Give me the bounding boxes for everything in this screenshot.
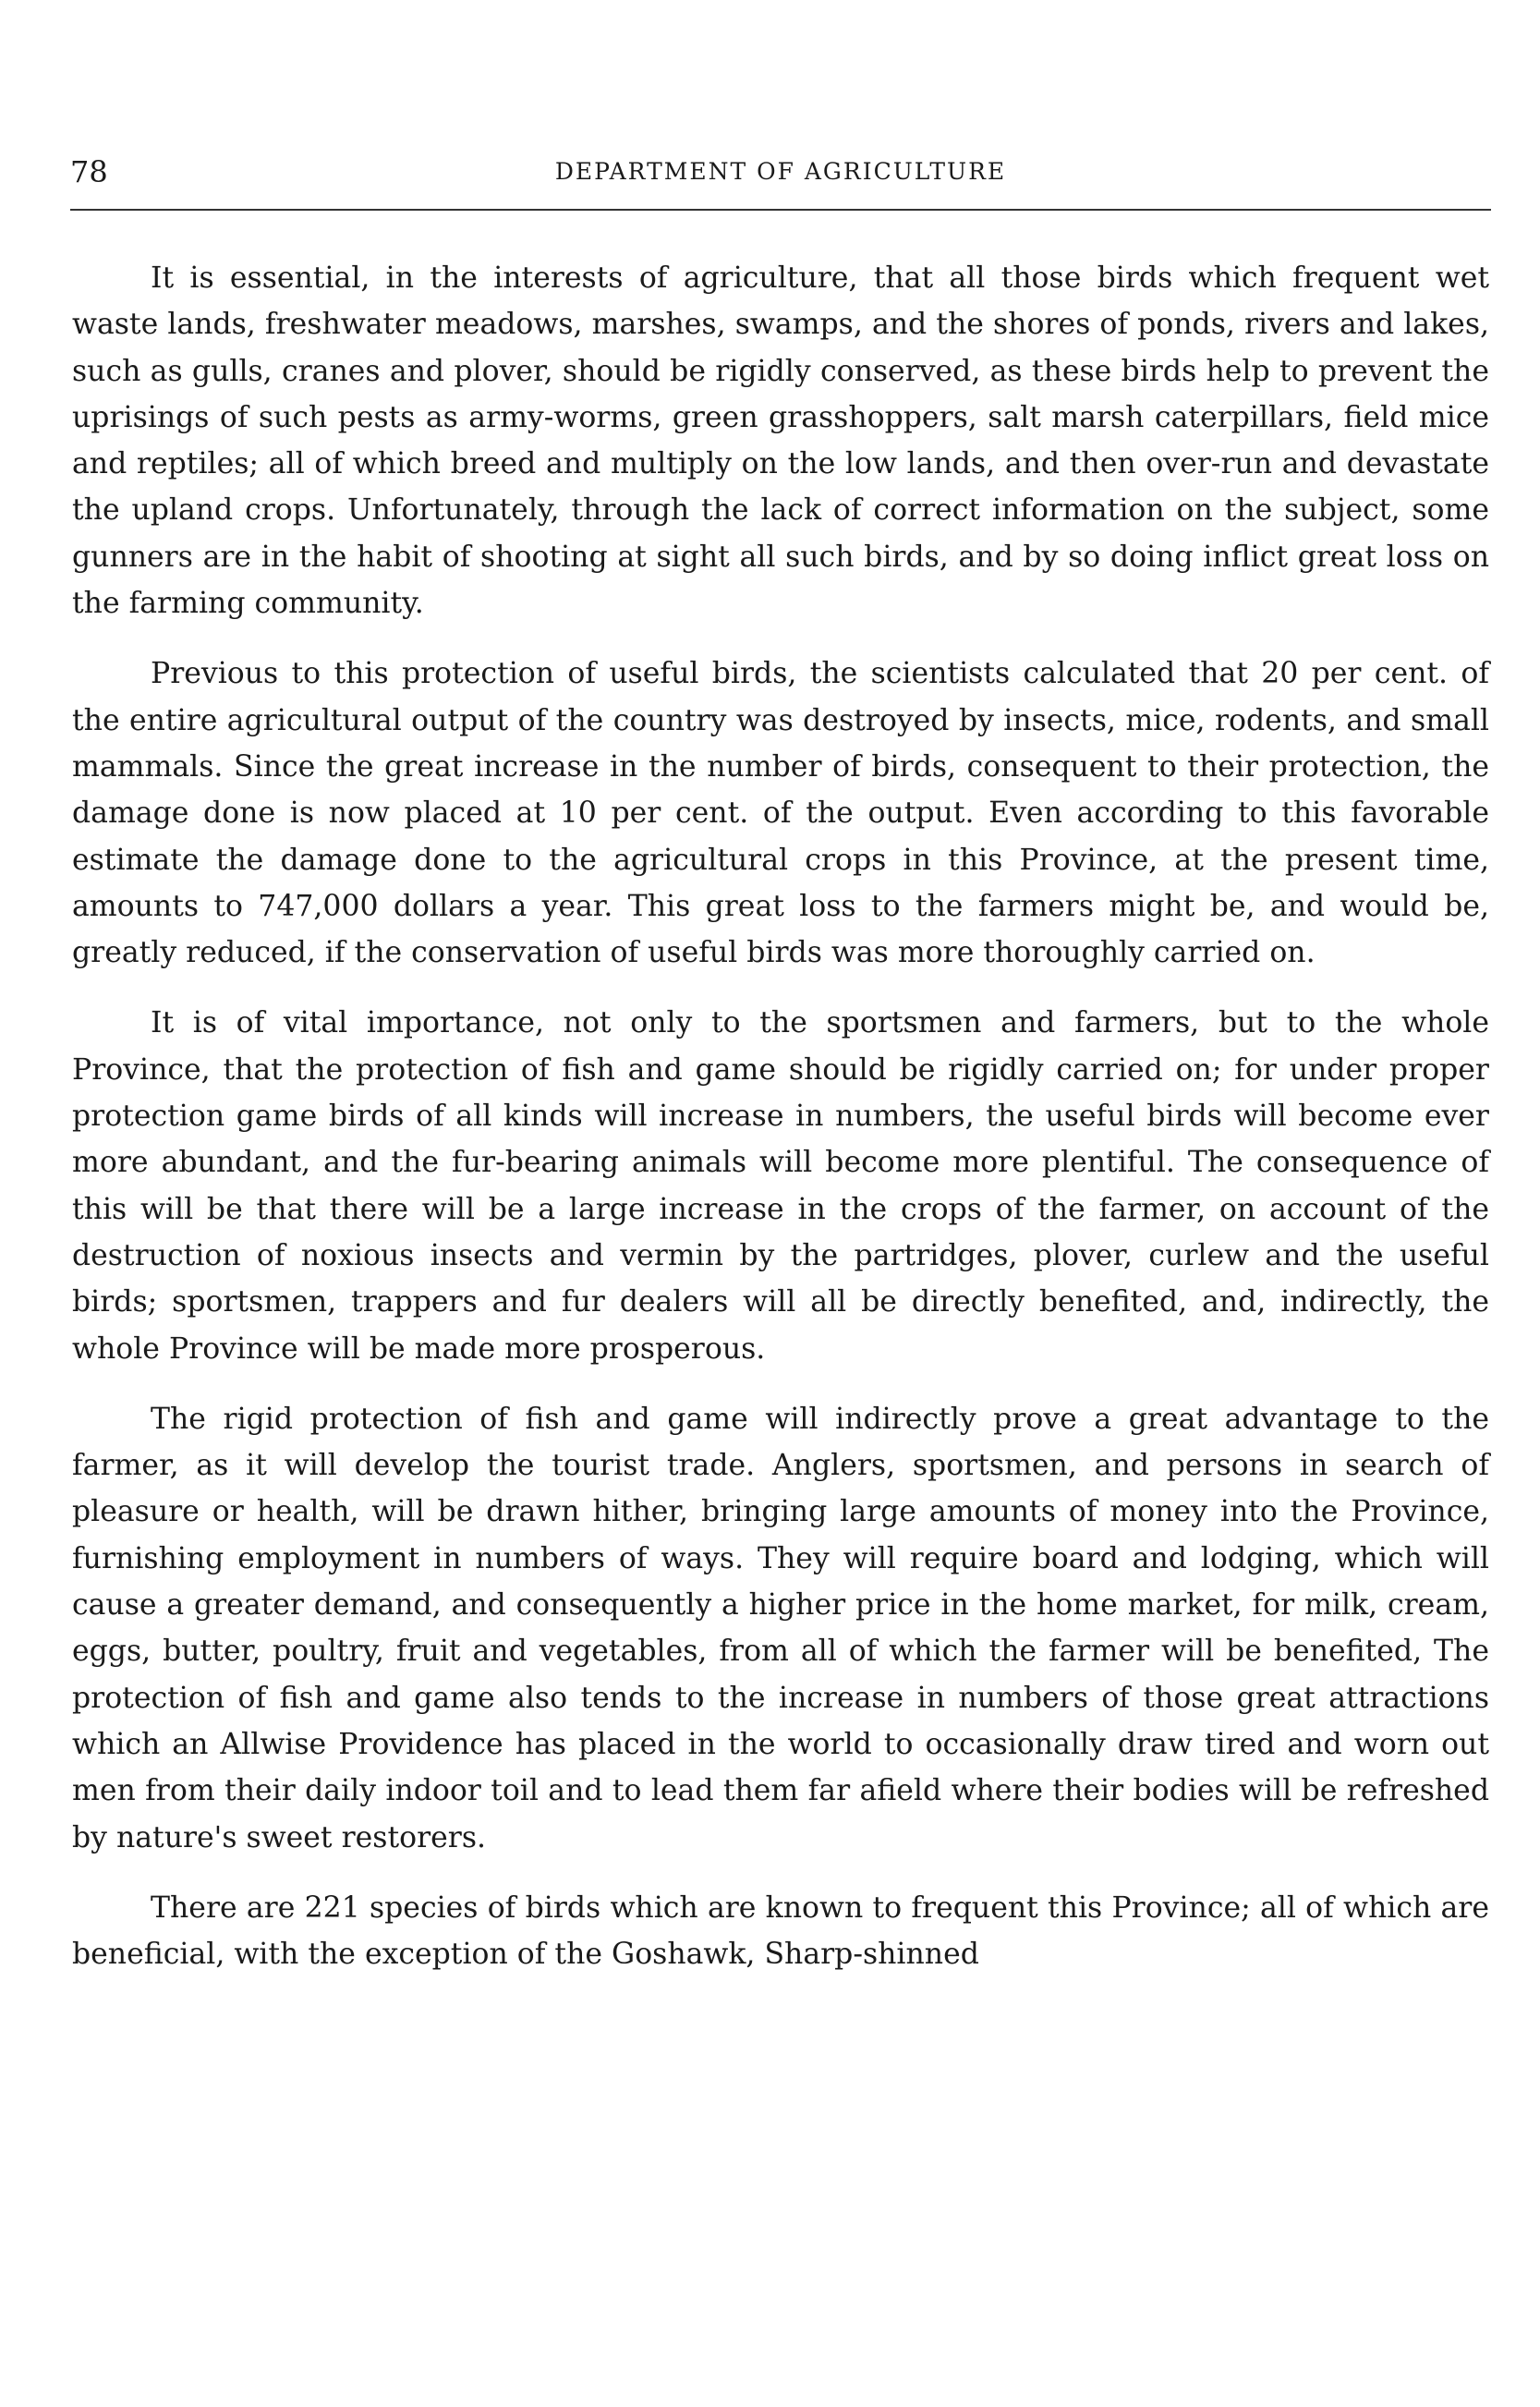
body-text — [72, 255, 1489, 1977]
paragraph: It is essential, in the interests of agriculture, that all those birds which frequent wet waste lands, freshwater meadows, marshes, swamps, and the shores of ponds, rivers and lakes, such as gulls, cranes and plover, should be rigidly conserved, as these birds help to prevent the uprisings of such pests as army-worms, green grasshoppers, salt marsh caterpillars, field mice and reptiles; all of which breed and multiply on the low lands, and then over-run and devastate the upland crops. Unfortunately, through the lack of correct information on the subject, some gunners are in the habit of shooting at sight all such birds, and by so doing inflict great loss on the farming community. — [72, 261, 1489, 621]
paragraph: It is of vital importance, not only to the sportsmen and farmers, but to the whole Province, that the protection of fish and game should be rigidly carried on; for under proper protection game birds of all kinds will increase in numbers, the useful birds will become ever more abundant, and the fur-bearing animals will become more plentiful. The consequence of this will be that there will be a large increase in the crops of the farmer, on account of the destruction of noxious insects and vermin by the partridges, plover, curlew and the useful birds; sportsmen, trappers and fur dealers will all be directly benefited, and, indirectly, the whole Province will be made more prosperous. — [72, 1006, 1489, 1366]
paragraph: Previous to this protection of useful birds, the scientists calculated that 20 per cent. of the entire agricultural output of the country was destroyed by insects, mice, rodents, and small mammals. Since the great increase in the number of birds, consequent to their protection, the damage done is now placed at 10 per cent. of the output. Even according to this favorable estimate the damage done to the agricultural crops in this Province, at the present time, amounts to 747,000 dollars a year. This great loss to the farmers might be, and would be, greatly reduced, if the conservation of useful birds was more thoroughly carried on. — [72, 657, 1489, 970]
paragraph: There are 221 species of birds which are known to frequent this Province; all of which are beneficial, with the exception of the Goshawk, Sharp-shinned — [72, 1890, 1489, 1972]
paragraph: The rigid protection of fish and game will indirectly prove a great advantage to the farmer, as it will develop the tourist trade. Anglers, sportsmen, and persons in search of pleasure or health, will be drawn hither, bringing large amounts of money into the Province, furnishing employment in numbers of ways. They will require board and lodging, which will cause a greater demand, and consequently a higher price in the home market, for milk, cream, eggs, butter, poultry, fruit and vegetables, from all of which the farmer will be benefited, The protection of fish and game also tends to the increase in numbers of those great attractions which an Allwise Providence has placed in the world to occasionally draw tired and worn out men from their daily indoor toil and to lead them far afield where their bodies will be refreshed by nature's sweet restorers. — [72, 1402, 1489, 1854]
page-number: 78 — [70, 154, 108, 189]
running-title: DEPARTMENT OF AGRICULTURE — [554, 158, 1007, 185]
header-rule — [70, 209, 1491, 211]
running-header — [70, 153, 1491, 190]
